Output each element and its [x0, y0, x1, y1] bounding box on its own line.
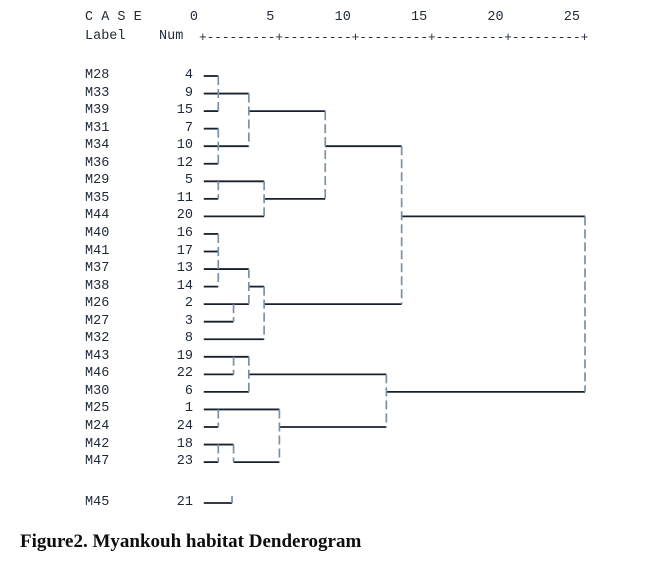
row-num: 18	[176, 436, 193, 452]
row-num: 9	[184, 85, 193, 101]
figure-caption: Figure2. Myankouh habitat Denderogram	[20, 531, 362, 552]
label-column-header: Label	[85, 29, 126, 44]
row-num: 5	[184, 173, 193, 189]
axis-tick-label: 10	[334, 10, 351, 25]
row-num: 20	[176, 208, 193, 224]
row-label: M36	[85, 155, 110, 171]
num-column-header: Num	[159, 29, 184, 44]
axis-ruler: +---------+---------+---------+---------+---------+	[199, 30, 589, 45]
row-label: M37	[85, 261, 110, 277]
row-label: M38	[85, 278, 110, 294]
row-num: 19	[176, 348, 193, 364]
row-num: 6	[184, 383, 193, 399]
row-num: 4	[184, 68, 193, 83]
row-label: M44	[85, 208, 110, 224]
row-num: 23	[176, 454, 193, 470]
row-label: M32	[85, 331, 110, 347]
case-title: C A S E	[85, 10, 142, 25]
row-label: M28	[85, 68, 110, 83]
row-num: 12	[176, 155, 193, 171]
row-num: 1	[184, 401, 193, 417]
row-num: 16	[176, 226, 193, 241]
row-num: 21	[176, 495, 193, 510]
axis-tick-label: 0	[189, 10, 198, 25]
axis-tick-label: 25	[563, 10, 580, 25]
row-label: M26	[85, 296, 110, 312]
row-num: 22	[176, 366, 193, 382]
row-num: 11	[176, 190, 193, 206]
row-label: M29	[85, 173, 110, 189]
row-label: M30	[85, 383, 110, 399]
row-num: 15	[176, 103, 193, 119]
row-label: M27	[85, 313, 110, 329]
axis-tick-label: 5	[266, 10, 275, 25]
row-num: 10	[176, 138, 193, 154]
row-num: 17	[176, 243, 193, 259]
row-label: M34	[85, 138, 110, 154]
row-label: M45	[85, 495, 110, 510]
row-label: M25	[85, 401, 110, 417]
row-num: 2	[184, 296, 193, 312]
row-label: M39	[85, 103, 110, 119]
row-num: 3	[184, 313, 193, 329]
row-label: M24	[85, 419, 110, 434]
row-label: M46	[85, 366, 110, 382]
row-label: M40	[85, 226, 110, 241]
row-num: 14	[176, 278, 193, 294]
row-label: M31	[85, 120, 110, 136]
axis-tick-label: 15	[411, 10, 428, 25]
row-num: 24	[176, 419, 193, 434]
row-label: M41	[85, 243, 110, 259]
row-label: M47	[85, 454, 110, 470]
row-label: M33	[85, 85, 110, 101]
axis-tick-label: 20	[487, 10, 504, 25]
row-num: 13	[176, 261, 193, 277]
row-num: 7	[184, 120, 193, 136]
row-label: M35	[85, 190, 110, 206]
row-num: 8	[184, 331, 193, 347]
row-label: M42	[85, 436, 110, 452]
row-label: M43	[85, 348, 110, 364]
